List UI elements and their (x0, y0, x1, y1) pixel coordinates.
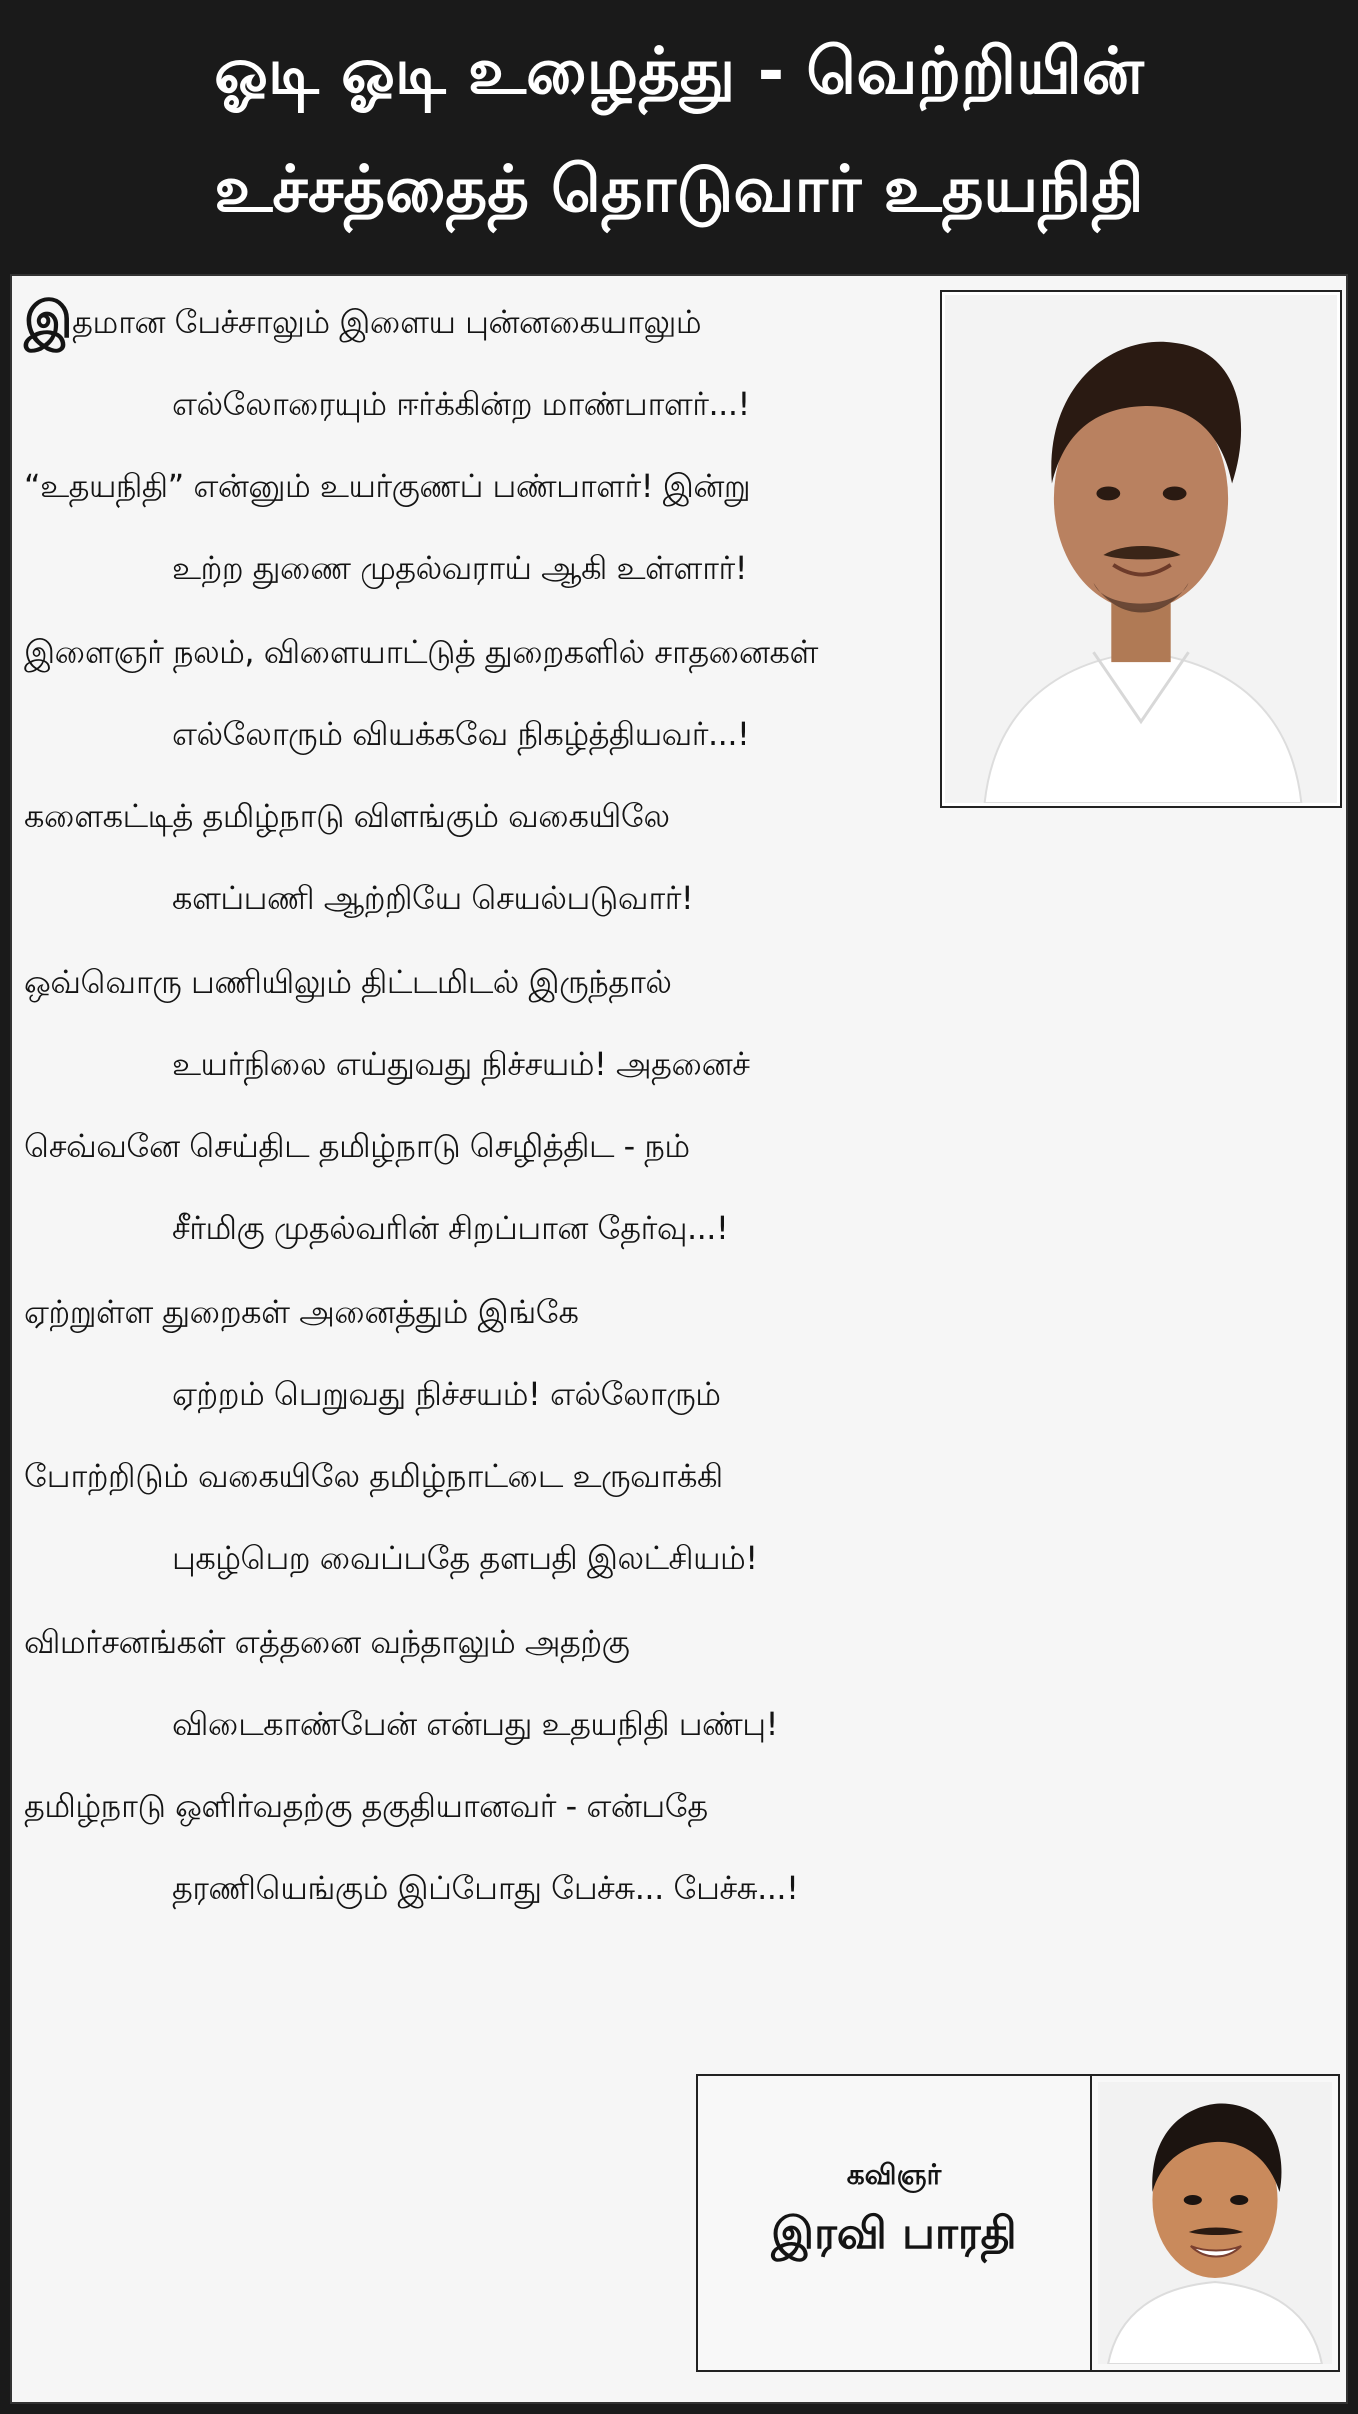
poem-line: தரணியெங்கும் இப்போது பேச்சு... பேச்சு...! (172, 1869, 799, 1907)
poem-line: உயர்நிலை எய்துவது நிச்சயம்! அதனைச் (172, 1045, 750, 1083)
poem-line: ஏற்றுள்ள துறைகள் அனைத்தும் இங்கே (24, 1293, 579, 1331)
poem-line-text: தமான பேச்சாலும் இளைய புன்னகையாலும் (72, 303, 702, 341)
poem-line (24, 291, 944, 349)
poem-line: ஏற்றம் பெறுவது நிச்சயம்! எல்லோரும் (172, 1375, 721, 1413)
poem-line: களப்பணி ஆற்றியே செயல்படுவார்! (172, 879, 694, 917)
poem-line: எல்லோரையும் ஈர்க்கின்ற மாண்பாளர்...! (172, 385, 750, 423)
author-portrait-illustration (1098, 2082, 1332, 2364)
poem-line: போற்றிடும் வகையிலே தமிழ்நாட்டை உருவாக்கி (24, 1457, 723, 1495)
poem-line: தமிழ்நாடு ஒளிர்வதற்கு தகுதியானவர் - என்பதே (24, 1787, 708, 1825)
poem-stanza-2 (24, 628, 944, 922)
poem-line: புகழ்பெற வைப்பதே தளபதி இலட்சியம்! (172, 1539, 758, 1577)
poem-line: எல்லோரும் வியக்கவே நிகழ்த்தியவர்...! (172, 715, 750, 753)
subject-portrait-image (945, 295, 1337, 803)
author-title: கவிஞர் (846, 2158, 942, 2191)
poem-line: உற்ற துணை முதல்வராய் ஆகி உள்ளார்! (172, 549, 748, 587)
headline-line-1: ஓடி ஓடி உழைத்து - வெற்றியின் (214, 35, 1144, 109)
poem-line: விடைகாண்பேன் என்பது உதயநிதி பண்பு! (172, 1705, 778, 1743)
author-photo (1090, 2076, 1338, 2370)
poem-stanza-4 (24, 1288, 944, 1582)
author-credit (698, 2076, 1090, 2370)
poem-line: விமர்சனங்கள் எத்தனை வந்தாலும் அதற்கு (24, 1623, 630, 1661)
poem (24, 291, 944, 1948)
poem-line: சீர்மிகு முதல்வரின் சிறப்பான தேர்வு...! (172, 1209, 729, 1247)
poem-line: “உதயநிதி” என்னும் உயர்குணப் பண்பாளர்! இன்று (24, 467, 751, 505)
poem-line: களைகட்டித் தமிழ்நாடு விளங்கும் வகையிலே (24, 797, 670, 835)
poem-line: செவ்வனே செய்திட தமிழ்நாடு செழித்திட - நம் (24, 1127, 690, 1165)
drop-cap: இ (24, 291, 73, 349)
headline-line-2: உச்சத்தைத் தொடுவார் உதயநிதி (214, 153, 1144, 227)
poem-stanza-1 (24, 291, 944, 592)
poem-line: ஒவ்வொரு பணியிலும் திட்டமிடல் இருந்தால் (24, 963, 672, 1001)
author-name: இரவி பாரதி (771, 2208, 1017, 2259)
author-box (696, 2074, 1340, 2372)
headline-banner (0, 0, 1358, 270)
article-panel (10, 274, 1348, 2404)
poem-stanza-5 (24, 1618, 944, 1912)
author-portrait-image (1098, 2082, 1332, 2364)
portrait-illustration (945, 295, 1337, 803)
subject-photo (940, 290, 1342, 808)
poem-line: இளைஞர் நலம், விளையாட்டுத் துறைகளில் சாதனைகள் (24, 633, 818, 671)
poem-stanza-3 (24, 958, 944, 1252)
